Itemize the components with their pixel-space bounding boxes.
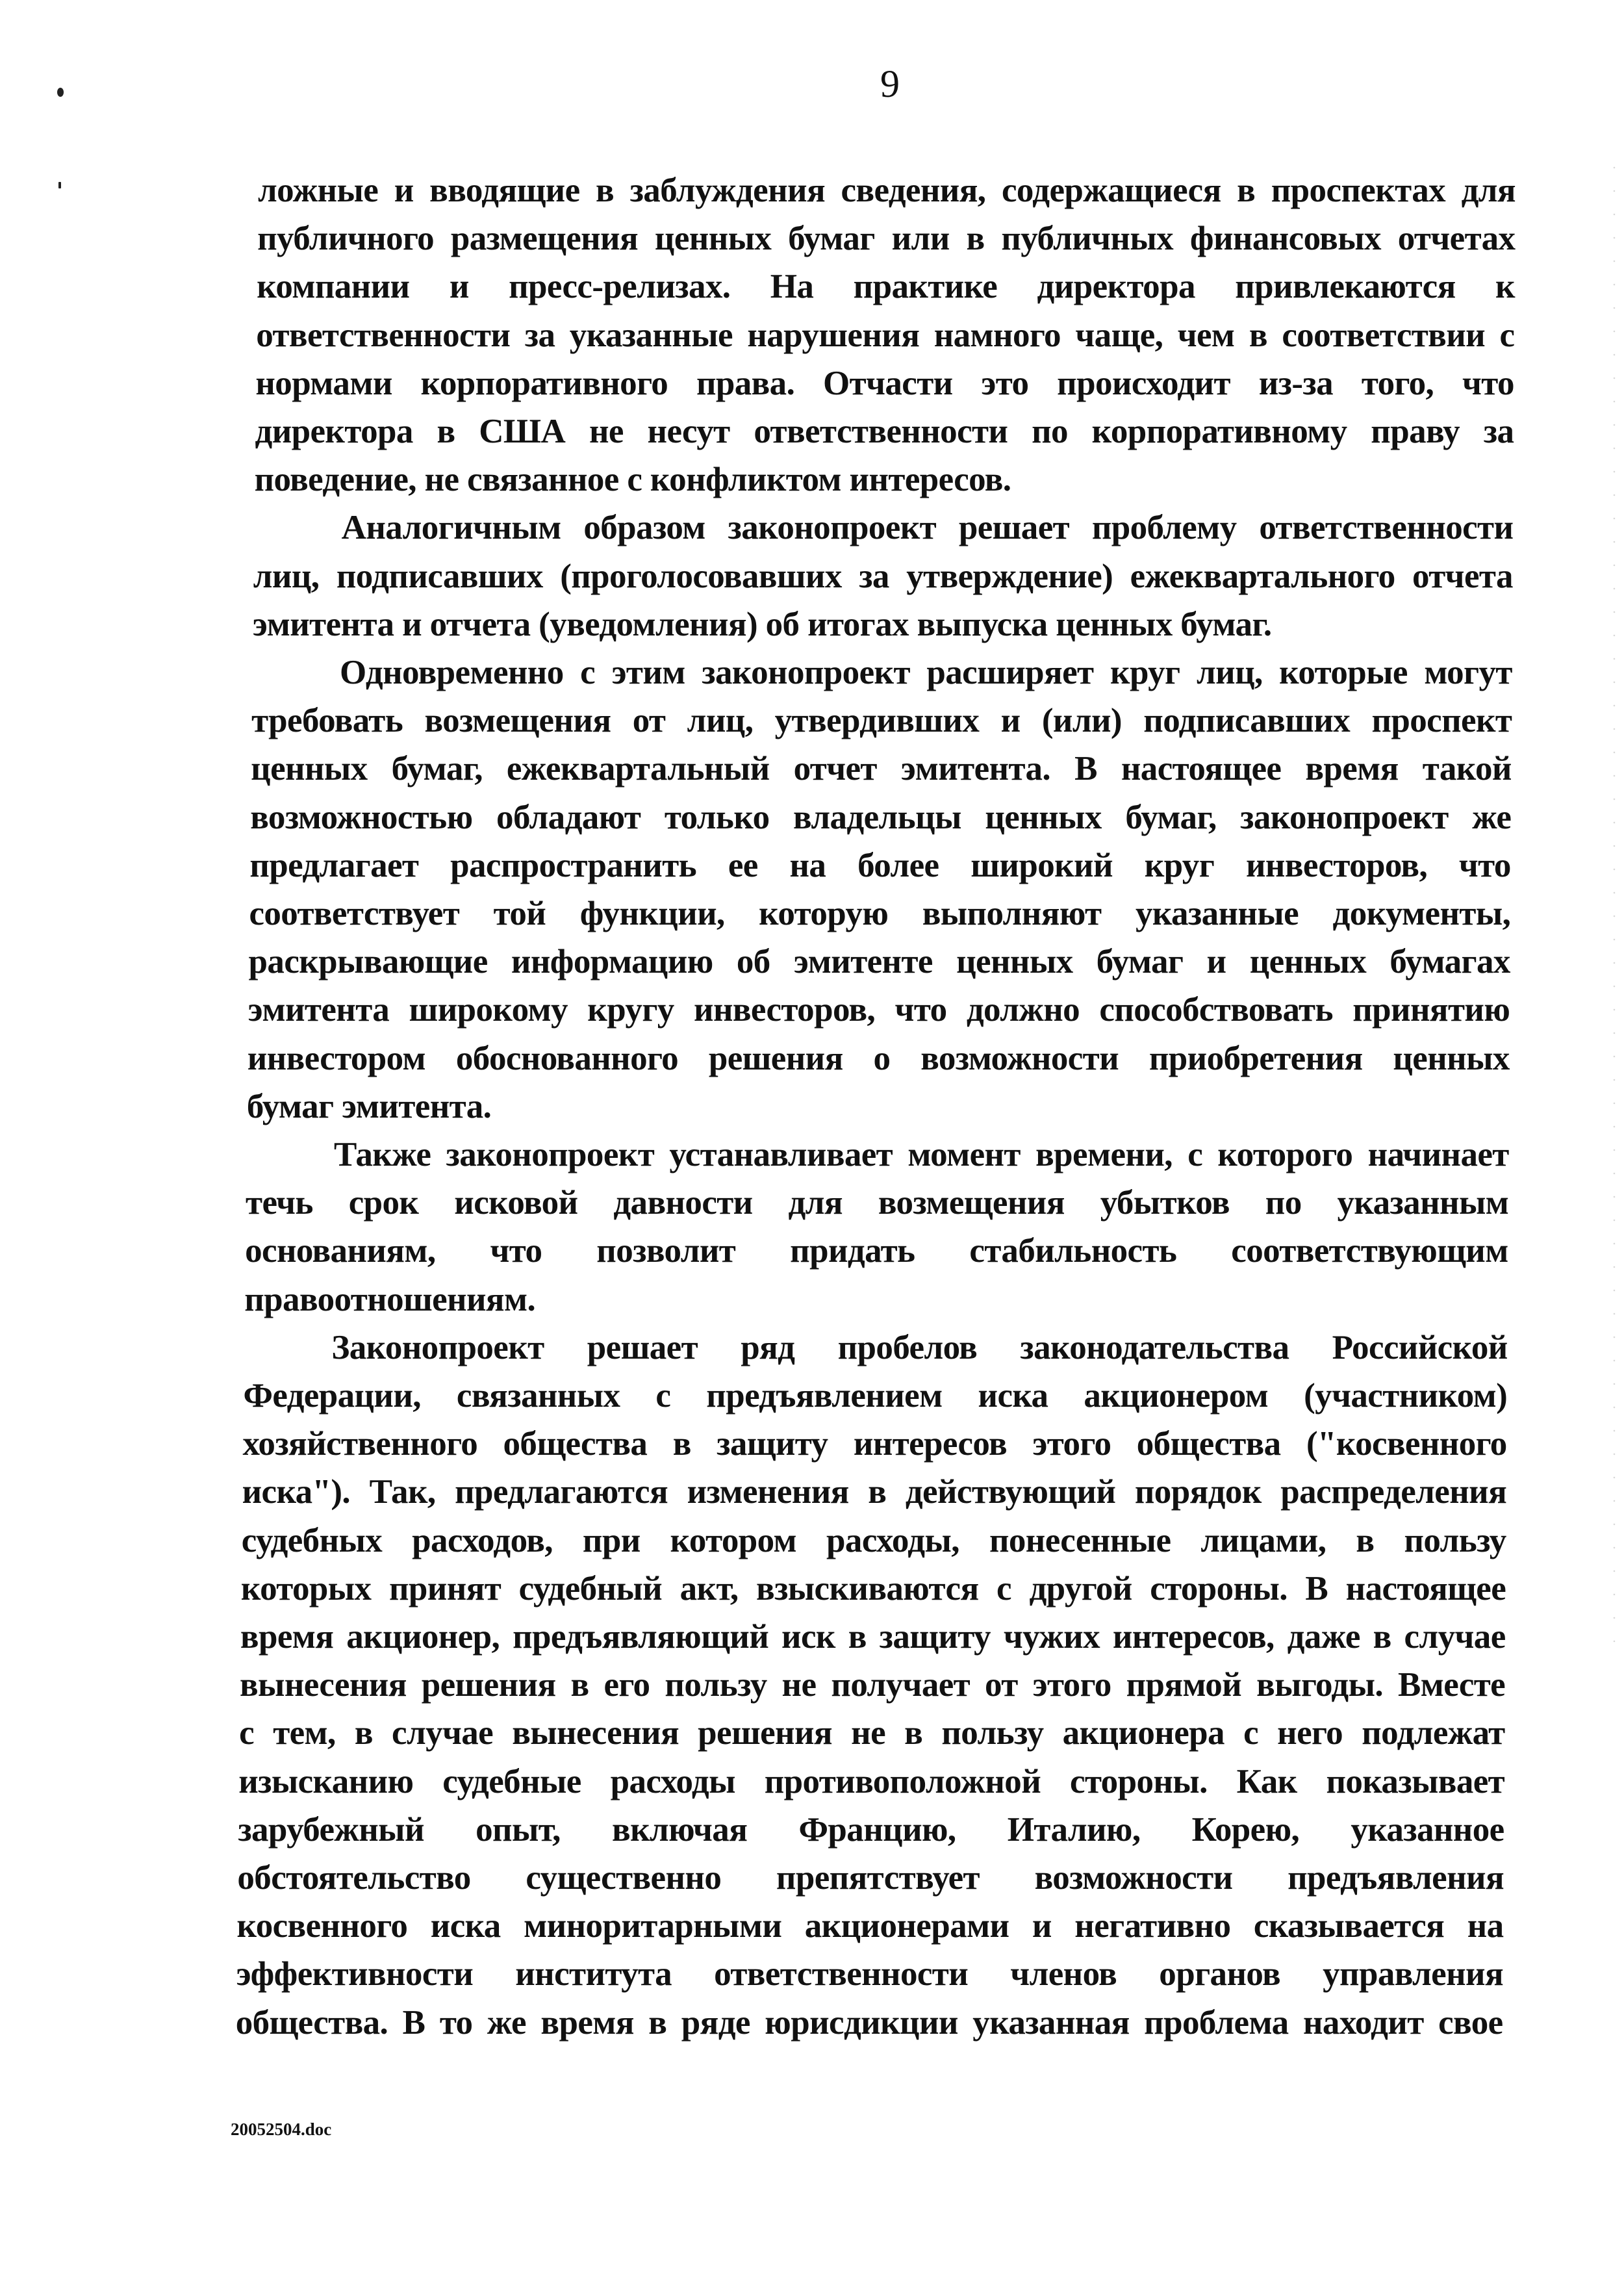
text-line: поведение, не связанное с конфликтом интересов. — [254, 461, 1011, 499]
text-line: основаниям, что позволит придать стабильность соответствующим — [245, 1232, 1508, 1270]
text-line: судебных расходов, при котором расходы, понесенные лицами, в пользу — [241, 1521, 1506, 1559]
text-line: Федерации, связанных с предъявлением иска акционером (участником) — [243, 1377, 1508, 1415]
text-line: нормами корпоративного права. Отчасти это происходит из-за того, что — [255, 364, 1514, 402]
text-line: публичного размещения ценных бумаг или в публичных финансовых отчетах — [257, 220, 1516, 258]
text-line: правоотношениям. — [244, 1280, 536, 1318]
text-line: директора в США не несут ответственности по корпоративному праву за — [255, 413, 1514, 450]
text-line: Законопроект решает ряд пробелов законодательства Российской — [331, 1328, 1508, 1366]
text-line: предлагает распространить ее на более широкий круг инвесторов, что — [249, 846, 1511, 884]
page-number: 9 — [880, 62, 900, 105]
text-line: изысканию судебные расходы противоположной стороны. Как показывает — [238, 1762, 1505, 1800]
text-line: обстоятельство существенно препятствует возможности предъявления — [237, 1859, 1504, 1897]
footer-filename: 20052504.doc — [231, 2120, 332, 2139]
text-line: Одновременно с этим законопроект расширяет круг лиц, которые могут — [339, 654, 1512, 691]
text-line: эмитента и отчета (уведомления) об итогах выпуска ценных бумаг. — [252, 605, 1272, 643]
text-line: косвенного иска миноритарными акционерами и негативно сказывается на — [236, 1907, 1504, 1945]
text-line: ответственности за указанные нарушения намного чаще, чем в соответствии с — [256, 316, 1515, 354]
text-line: которых принят судебный акт, взыскиваются с другой стороны. В настоящее — [240, 1569, 1506, 1608]
text-line: общества. В то же время в ряде юрисдикции указанная проблема находит свое — [235, 2003, 1503, 2042]
text-line: хозяйственного общества в защиту интересов этого общества ("косвенного — [242, 1425, 1507, 1463]
text-line: Также законопроект устанавливает момент времени, с которого начинает — [333, 1136, 1509, 1173]
text-line: время акционер, предъявляющий иск в защиту чужих интересов, даже в случае — [240, 1618, 1506, 1656]
text-line: лиц, подписавших (проголосовавших за утверждение) ежеквартального отчета — [253, 557, 1513, 595]
text-line: компании и пресс-релизах. На практике директора привлекаются к — [257, 268, 1515, 306]
text-line: эффективности института ответственности членов органов управления — [236, 1955, 1504, 1993]
scan-speck — [57, 88, 64, 97]
text-line: инвестором обоснованного решения о возможности приобретения ценных — [247, 1039, 1510, 1077]
text-line: течь срок исковой давности для возмещения убытков по указанным — [246, 1184, 1509, 1222]
text-line: раскрывающие информацию об эмитенте ценных бумаг и ценных бумагах — [248, 943, 1510, 981]
text-line: ложные и вводящие в заблуждения сведения, содержащиеся в проспектах для — [258, 172, 1516, 209]
text-line: эмитента широкому кругу инвесторов, что должно способствовать принятию — [247, 991, 1510, 1029]
text-line: иска"). Так, предлагаются изменения в действующий порядок распределения — [242, 1473, 1507, 1511]
text-line: бумаг эмитента. — [246, 1087, 492, 1125]
text-line: с тем, в случае вынесения решения не в пользу акционера с него подлежат — [239, 1714, 1505, 1752]
text-line: возможностью обладают только владельцы ценных бумаг, законопроект же — [250, 798, 1512, 836]
text-line: Аналогичным образом законопроект решает проблему ответственности — [341, 509, 1514, 547]
text-line: соответствует той функции, которую выполняют указанные документы, — [249, 895, 1511, 932]
text-line: ценных бумаг, ежеквартальный отчет эмитента. В настоящее время такой — [251, 750, 1512, 788]
text-line: зарубежный опыт, включая Францию, Италию, Корею, указанное — [238, 1810, 1504, 1849]
scan-noise — [1611, 156, 1618, 1650]
text-line: требовать возмещения от лиц, утвердивших и (или) подписавших проспект — [251, 702, 1512, 740]
text-line: вынесения решения в его пользу не получает от этого прямой выгоды. Вместе — [240, 1666, 1506, 1704]
scan-speck — [58, 182, 61, 188]
